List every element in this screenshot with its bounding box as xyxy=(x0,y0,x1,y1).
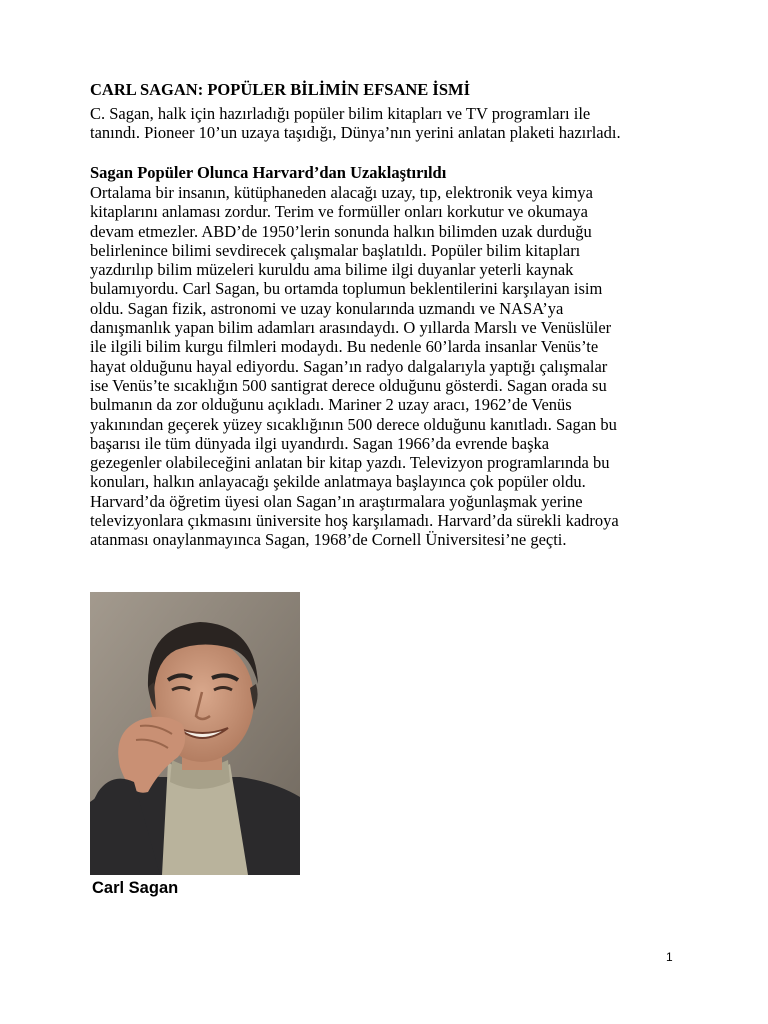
body-line: oldu. Sagan fizik, astronomi ve uzay konularında uzmandı ve NASA’ya xyxy=(90,298,564,318)
portrait-illustration xyxy=(90,592,300,875)
body-line: kitaplarını anlaması zordur. Terim ve formüller onları korkutur ve okumaya xyxy=(90,202,588,222)
body-line: devam etmezler. ABD’de 1950’lerin sonunda halkın bilimden uzak durduğu xyxy=(90,221,592,241)
intro-paragraph xyxy=(90,104,690,143)
body-line: bulmanın da zor olduğunu açıkladı. Mariner 2 uzay aracı, 1962’de Venüs xyxy=(90,395,572,415)
body-line: konuları, halkın anlayacağı şekilde anlatmaya başlayınca çok popüler oldu. xyxy=(90,472,586,492)
body-line: ile ilgili bilim kurgu filmleri modaydı. Bu nedenle 60’larda insanlar Venüs’te xyxy=(90,337,599,357)
body-line: hayat olduğunu hayal ediyordu. Sagan’ın radyo dalgalarıyla yaptığı çalışmalar xyxy=(90,356,608,376)
body-line: başarısı ile tüm dünyada ilgi uyandırdı. Sagan 1966’da evrende başka xyxy=(90,433,550,453)
section-heading: Sagan Popüler Olunca Harvard’dan Uzaklaştırıldı xyxy=(90,163,447,182)
photo-caption: Carl Sagan xyxy=(92,879,179,897)
body-line: belirlenince bilimi sevdirecek çalışmalar başlatıldı. Popüler bilim kitapları xyxy=(90,240,581,260)
page-number: 1 xyxy=(666,950,673,964)
body-line: ise Venüs’te sıcaklığın 500 santigrat derece olduğunu gösterdi. Sagan orada su xyxy=(90,375,607,395)
document-title: CARL SAGAN: POPÜLER BİLİMİN EFSANE İSMİ xyxy=(90,80,471,99)
intro-line: tanındı. Pioneer 10’un uzaya taşıdığı, Dünya’nın yerini anlatan plaketi hazırladı. xyxy=(90,123,621,143)
body-line: yakınından geçerek yüzey sıcaklığının 500 derece olduğunu kanıtladı. Sagan bu xyxy=(90,414,617,434)
body-line: Harvard’da öğretim üyesi olan Sagan’ın araştırmalara yoğunlaşmak yerine xyxy=(90,491,583,511)
intro-line: C. Sagan, halk için hazırladığı popüler bilim kitapları ve TV programları ile xyxy=(90,104,591,123)
body-line: Ortalama bir insanın, kütüphaneden alacağı uzay, tıp, elektronik veya kimya xyxy=(90,183,593,202)
body-line: bulamıyordu. Carl Sagan, bu ortamda toplumun beklentilerini karşılayan isim xyxy=(90,279,603,299)
body-line: atanması onaylanmayınca Sagan, 1968’de Cornell Üniversitesi’ne geçti. xyxy=(90,530,567,550)
body-line: yazdırılıp bilim müzeleri kuruldu ama bilime ilgi duyanlar yeterli kaynak xyxy=(90,260,574,280)
body-paragraph xyxy=(90,183,690,550)
body-line: televizyonlara çıkmasını üniversite hoş karşılamadı. Harvard’da sürekli kadroya xyxy=(90,511,619,531)
body-line: danışmanlık yapan bilim adamları arasındaydı. O yıllarda Marslı ve Venüslüler xyxy=(90,318,612,338)
body-line: gezegenler olabileceğini anlatan bir kitap yazdı. Televizyon programlarında bu xyxy=(90,453,610,473)
portrait-photo xyxy=(90,592,300,875)
